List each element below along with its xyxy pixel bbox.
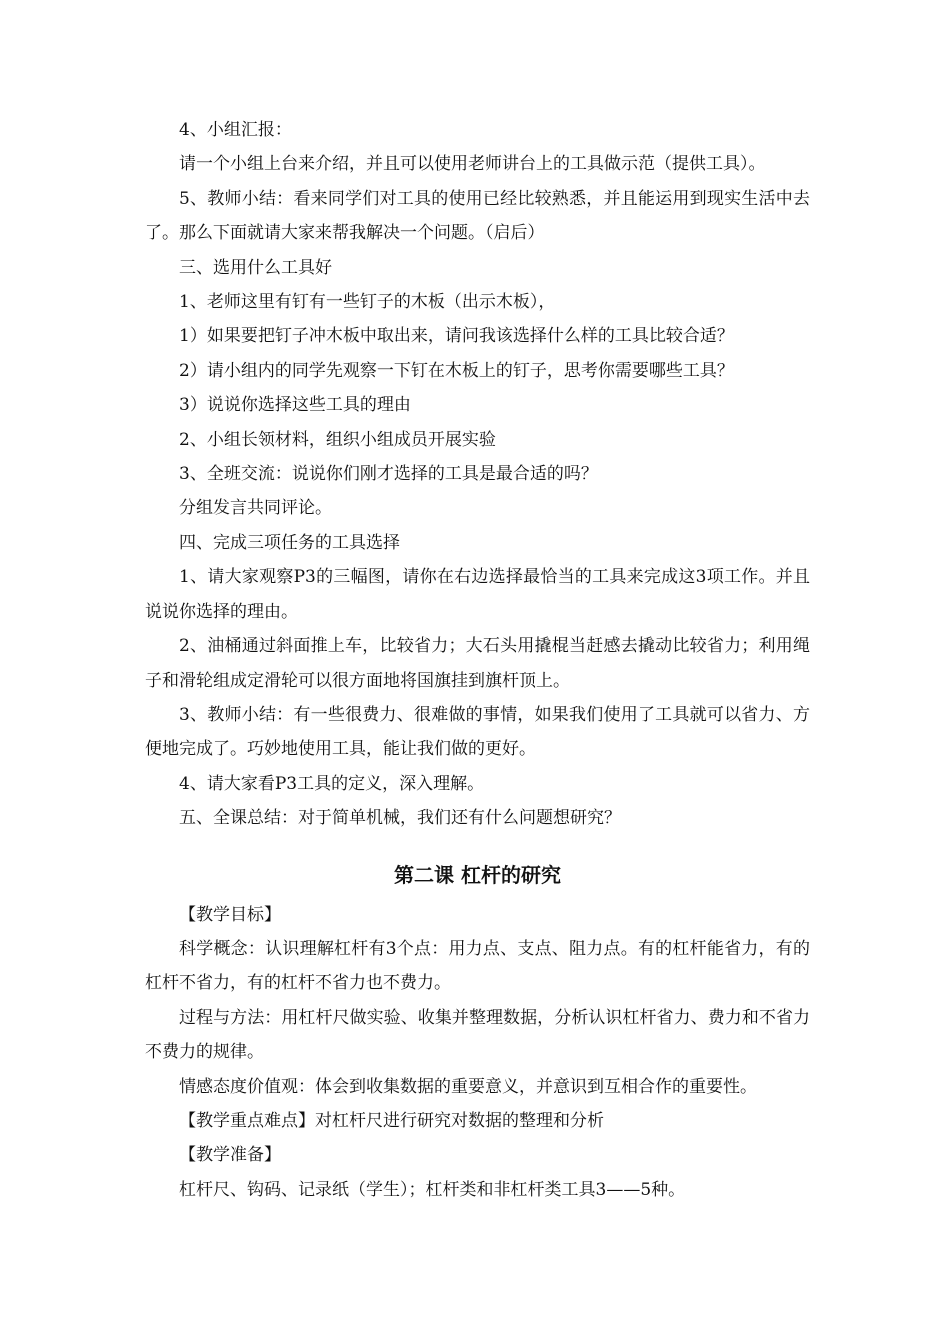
subheading: 【教学目标】 (179, 904, 281, 925)
paragraph: 3、全班交流：说说你们刚才选择的工具是最合适的吗？ (179, 464, 598, 485)
subheading: 【教学重点难点】对杠杆尺进行研究对数据的整理和分析 (179, 1110, 604, 1131)
section-heading: 四、完成三项任务的工具选择 (179, 532, 400, 553)
paragraph: 请一个小组上台来介绍，并且可以使用老师讲台上的工具做示范（提供工具）。 (179, 154, 766, 175)
paragraph: 过程与方法：用杠杆尺做实验、收集并整理数据，分析认识杠杆省力、费力和不省力不费力的规律。 (145, 1007, 810, 1063)
section-heading: 三、选用什么工具好 (179, 257, 332, 278)
document-body (145, 113, 810, 1207)
section-heading: 五、全课总结：对于简单机械，我们还有什么问题想研究？ (179, 808, 621, 829)
subheading: 【教学准备】 (179, 1145, 281, 1166)
paragraph: 杠杆尺、钩码、记录纸（学生）；杠杆类和非杠杆类工具3——5种。 (179, 1179, 686, 1200)
paragraph: 分组发言共同评论。 (179, 498, 332, 519)
paragraph: 3、教师小结：有一些很费力、很难做的事情，如果我们使用了工具就可以省力、方便地完成了。巧妙地使用工具，能让我们做的更好。 (145, 704, 810, 760)
paragraph: 1）如果要把钉子冲木板中取出来，请问我该选择什么样的工具比较合适？ (179, 326, 734, 347)
paragraph: 1、老师这里有钉有一些钉子的木板（出示木板）， (179, 292, 556, 313)
paragraph: 4、请大家看P3工具的定义，深入理解。 (179, 773, 485, 794)
paragraph: 1、请大家观察P3的三幅图，请你在右边选择最恰当的工具来完成这3项工作。并且说说你选择的理由。 (145, 567, 810, 622)
paragraph: 情感态度价值观：体会到收集数据的重要意义，并意识到互相合作的重要性。 (179, 1076, 757, 1097)
lesson-title: 第二课 杠杆的研究 (394, 862, 561, 887)
paragraph: 科学概念：认识理解杠杆有3个点：用力点、支点、阻力点。有的杠杆能省力，有的杠杆不省力，有的杠杆不省力也不费力。 (145, 938, 810, 994)
paragraph: 2）请小组内的同学先观察一下钉在木板上的钉子，思考你需要哪些工具？ (179, 360, 734, 381)
paragraph: 2、小组长领材料，组织小组成员开展实验 (179, 429, 496, 450)
paragraph: 2、油桶通过斜面推上车，比较省力；大石头用撬棍当赶感去撬动比较省力；利用绳子和滑轮组成定滑轮可以很方面地将国旗挂到旗杆顶上。 (145, 636, 810, 691)
paragraph: 5、教师小结：看来同学们对工具的使用已经比较熟悉，并且能运用到现实生活中去了。那么下面就请大家来帮我解决一个问题。（启后） (145, 188, 810, 244)
paragraph: 4、小组汇报： (179, 120, 292, 140)
paragraph: 3）说说你选择这些工具的理由 (179, 395, 411, 416)
